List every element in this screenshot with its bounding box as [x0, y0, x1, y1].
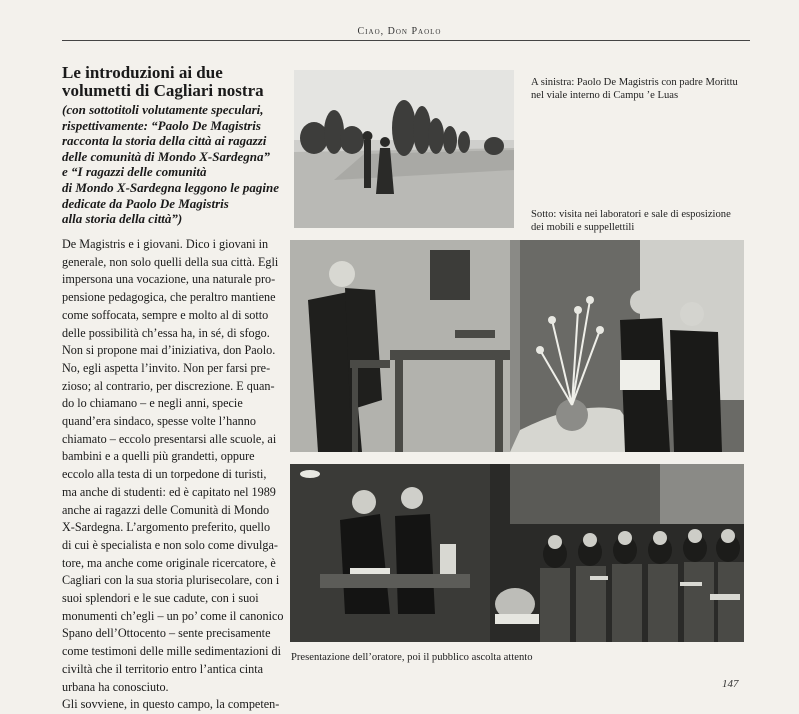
photo-workshop-image: [290, 240, 744, 452]
body-text: De Magistris e i giovani. Dico i giovani in generale, non solo quelli della sua città. Egli impersona una vocazione, una naturale pro- pensione pedagogica, che peraltro mantiene come soffocata, sempre e molto al di sotto delle possibilità ch’essa ha, in sé, di sfogo. Non si propone mai d’iniziativa, don Paolo. No, egli aspetta l’invito. Non per farsi pre- zioso; al contrario, per discrezione. E quan- do lo chiamano – e negli anni, specie quand’era sindaco, spesse volte l’hanno chiamato – eccolo presentarsi alle scuole, ai bambini e a quelli più grandetti, oppure eccolo alla testa di un torpedone di turisti, ma anche di studenti: ed è capitato nel 1989 anche ai ragazzi delle Comunità di Mondo X-Sardegna. L’argomento preferito, quello di cui è specialista e non solo come divulga- tore, ma anche come originale ricercatore, è Cagliari con la sua storia plurisecolare, con i suoi splendori e le sue cadute, con i suoi monumenti ch’egli – un po’ come il canonico Spano dell’Ottocento – sente precisamente come testimoni delle mille sedimentazioni di civiltà che il territorio entro l’antica cinta urbana ha conosciuto. Gli sovviene, in questo campo, la competen-: [62, 237, 284, 712]
photo-presentation: [290, 464, 744, 642]
photo-avenue: [294, 70, 514, 228]
caption-avenue: A sinistra: Paolo De Magistris con padre Morittu nel viale interno di Campu ’e Luas: [531, 77, 738, 101]
section-subheading: (con sottotitoli volutamente speculari, rispettivamente: “Paolo De Magistris racconta la storia della città ai ragazzi delle comunità di Mondo X-Sardegna” e “I ragazzi delle comunità di Mondo X-Sardegna leggono le pagine dedicate da Paolo De Magistris alla storia della città”): [62, 102, 280, 227]
intro-block: [62, 64, 286, 227]
caption-workshop: Sotto: visita nei laboratori e sale di esposizione dei mobili e suppellettili: [531, 209, 731, 233]
page-number: 147: [722, 678, 739, 690]
caption-presentation: Presentazione dell’oratore, poi il pubblico ascolta attento: [291, 652, 533, 663]
header-rule: [62, 40, 750, 41]
photo-presentation-image: [290, 464, 744, 642]
section-heading: Le introduzioni ai due volumetti di Cagliari nostra: [62, 63, 264, 100]
photo-workshop-visit: [290, 240, 744, 452]
running-head: Ciao, Don Paolo: [357, 26, 442, 37]
photo-avenue-image: [294, 70, 514, 228]
